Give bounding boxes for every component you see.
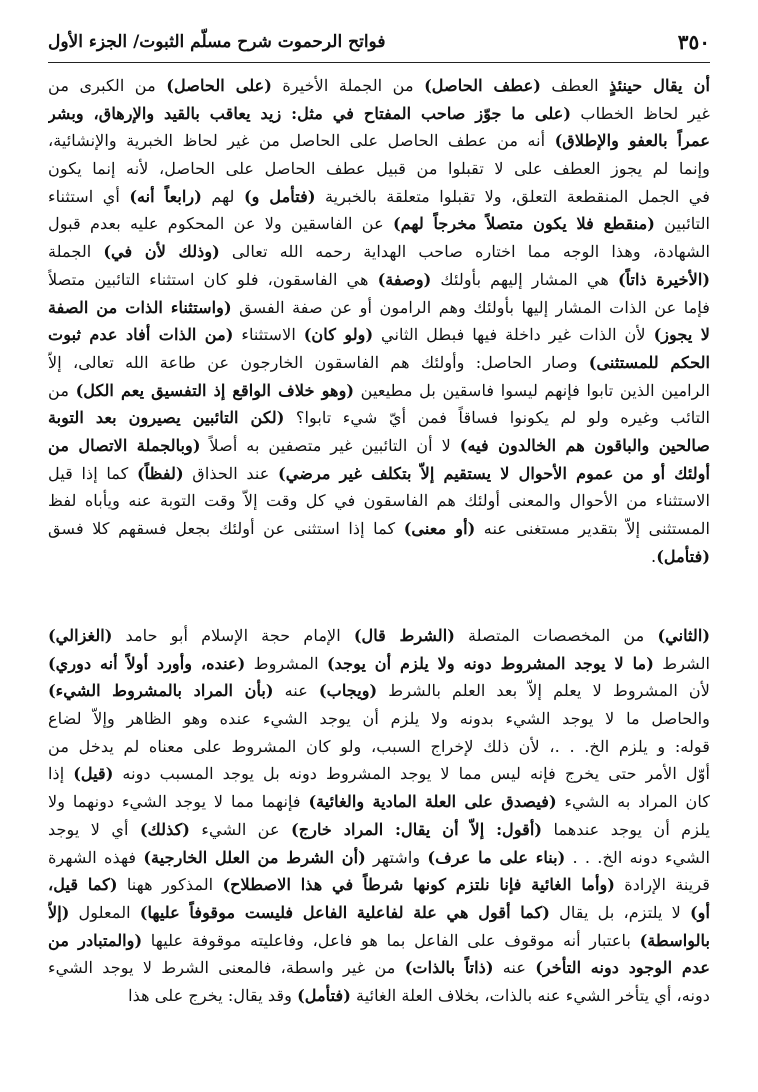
bold-text-segment: (على ما جوّز صاحب المفتاح في مثل: زيد يعاقب بالقيد والإرهاق، وبشر [48, 103, 572, 123]
text-segment: هي الفاسقون، فلو كان استثناء التائبين متصلاً [48, 269, 378, 289]
text-segment: فهذه الشهرة [48, 847, 144, 867]
text-segment: لأن المشروط لا يعلم إلاّ بعد العلم بالشرط [377, 681, 710, 701]
text-segment: كما إذا قيل [48, 463, 137, 483]
text-segment: أي لا يوجد [48, 819, 140, 839]
text-segment: لأن الذات غير داخلة فيها فبطل الثاني [373, 325, 654, 345]
text-line [48, 183, 710, 211]
text-line [48, 238, 710, 266]
text-segment: عن الشيء [189, 819, 292, 839]
text-segment: المعلول [69, 902, 140, 922]
text-segment: في الجمل المنقطعة التعلق، ولا تقبلوا متعلقة بالخبرية [315, 186, 710, 206]
text-segment: قرينة الإرادة [614, 875, 710, 895]
text-segment: أوّل الأمر حتى يخرج فإنه ليس مما لا يوجد المشروط دونه بل يوجد المسبب دونه [113, 764, 710, 784]
text-line [48, 515, 710, 543]
text-segment: المستثنى إلاّ بتقدير مستغنى عنه [475, 519, 710, 538]
paragraph-1 [48, 72, 710, 570]
bold-text-segment: (ويجاب) [318, 681, 378, 701]
bold-text-segment: بالواسطة) [639, 930, 710, 950]
text-line [48, 760, 710, 788]
bold-text-segment: (أو معنى) [403, 519, 476, 538]
text-line [48, 816, 710, 844]
bold-text-segment: (الغزالي) [48, 626, 113, 645]
bold-text-segment: (لكن التائبين يصيرون بعد التوبة [48, 408, 285, 428]
text-segment: كما إذا استثنى عن أولئك بجعل فسقهم كلا فسق [48, 519, 404, 538]
text-segment: الاستثناء [233, 325, 304, 345]
text-line [48, 650, 710, 678]
text-segment: يلزم أن يوجد عندهما [542, 819, 710, 839]
text-segment: عنه [273, 681, 319, 701]
bold-text-segment: (منقطع فلا يكون متصلاً مخرجاً لهم) [392, 214, 655, 234]
paragraph-2 [48, 622, 710, 1010]
text-line [48, 155, 710, 183]
text-segment: الإمام حجة الإسلام أبو حامد [112, 626, 354, 645]
bold-text-segment: (فيصدق على العلة المادية والغائية) [308, 792, 557, 812]
bold-text-segment: (فتأمل) [297, 985, 351, 1005]
text-segment: من المخصصات المتصلة [454, 626, 658, 645]
bold-text-segment: (والمتبادر من [48, 930, 143, 950]
text-segment: أنه من عطف الحاصل على الحاصل من غير لحاظ الخبرية والإنشائية، [48, 131, 555, 151]
bold-text-segment: الحكم للمستثنى) [588, 352, 710, 372]
text-line [48, 982, 710, 1010]
text-segment: لهم [201, 186, 244, 206]
bold-text-segment: أو) [690, 902, 710, 922]
text-segment: فإما عن الذات المشار إليها بأولئك وهم الرامون أو عن صفة الفسق [231, 297, 710, 317]
text-line [48, 543, 710, 571]
text-segment: كان المراد به الشيء [556, 792, 710, 812]
bold-text-segment: أولئك أو من عموم الأحوال لا يستقيم إلاّ بتكلف غير مرضي) [278, 463, 710, 483]
text-segment: وإنما لم يجوز العطف على لا تقبلوا من قبيل عطف الحاصل على الحاصل، لأنه إنما يكون [48, 159, 710, 179]
bold-text-segment: (الشرط قال) [353, 626, 455, 645]
bold-text-segment: (فتأمل) [656, 546, 710, 566]
page-number: ٣٥٠ [677, 30, 710, 54]
text-line [48, 100, 710, 128]
text-line [48, 127, 710, 155]
text-line [48, 899, 710, 927]
text-line [48, 460, 710, 488]
text-segment: التائب وغيره ولو لم يكونوا فساقاً فمن أيّ شيء تابوا؟ [284, 408, 710, 428]
text-segment: من الكبرى من [48, 76, 167, 95]
text-line [48, 927, 710, 955]
bold-text-segment: (واستثناء الذات من الصفة [48, 297, 232, 317]
bold-text-segment: (وهو خلاف الواقع إذ التفسيق يعم الكل) [75, 380, 355, 400]
text-line [48, 404, 710, 432]
text-segment: عن الفاسقين ولا عن المحكوم عليه بعدم قبول [48, 214, 393, 234]
text-segment: الرامين الذين تابوا فإنهم ليسوا فاسقين بل مطيعين [354, 380, 710, 400]
text-line [48, 954, 710, 982]
text-segment: الاستثناء من الأحوال والمعنى أولئك هم الفاسقون في كل وقت إلاّ وقت التوبة عنه ويأباه لفظ [48, 491, 710, 511]
bold-text-segment: (وأما الغائية فإنا نلتزم كونها شرطاً في هذا الاصطلاح) [222, 875, 615, 895]
text-segment: قوله: و يلزم الخ. . .، لأن ذلك لإخراج السبب، ولو كان المشروط على معناه لم يدخل من [48, 736, 710, 756]
text-line [48, 871, 710, 899]
text-line [48, 266, 710, 294]
text-line [48, 377, 710, 405]
bold-text-segment: (بناء على ما عرف) [427, 847, 566, 867]
bold-text-segment: (قيل) [73, 764, 114, 784]
bold-text-segment: (على الحاصل) [166, 76, 272, 95]
bold-text-segment: (ما لا يوجد المشروط دونه ولا يلزم أن يوجد) [326, 653, 654, 673]
text-segment: الشرط [653, 653, 710, 673]
text-segment: الجملة [48, 242, 104, 262]
bold-text-segment: (أن الشرط من العلل الخارجية) [143, 847, 366, 867]
bold-text-segment: لا يجوز) [653, 325, 710, 345]
text-segment: وصار الحاصل: وأولئك هم الفاسقون الخارجون عن طاعة الله تعالى، إلاّ [48, 352, 589, 372]
bold-text-segment: أن يقال حينئذٍ [609, 76, 710, 95]
bold-text-segment: (أقول: إلاّ أن يقال: المراد خارج) [291, 819, 543, 839]
bold-text-segment: (كذلك) [139, 819, 190, 839]
text-segment: والحاصل ما لا يوجد الشيء بدونه ولا يلزم أن يوجد الشيء عنده وهو الظاهر وإلاّ لضاع [48, 709, 710, 729]
bold-text-segment: (كما أقول هي علة لفاعلية الفاعل فليست موقوفاً عليها) [139, 902, 550, 922]
bold-text-segment: (كما قيل، [48, 875, 118, 895]
text-line [48, 705, 710, 733]
text-segment: المشروط [245, 653, 327, 673]
text-segment: من الجملة الأخيرة [271, 76, 425, 95]
bold-text-segment: صالحين والباقون هم الخالدون فيه) [459, 435, 710, 455]
text-line [48, 844, 710, 872]
text-segment: فإنهما مما لا يوجد الشيء دونهما ولا [48, 792, 309, 812]
bold-text-segment: (من الذات أفاد عدم ثبوت [48, 325, 234, 345]
page-header [48, 18, 710, 63]
bold-text-segment: (رابعاً أنه) [129, 186, 202, 206]
bold-text-segment: عمراً بالعفو والإطلاق) [554, 131, 710, 151]
bold-text-segment: (فتأمل و) [243, 186, 316, 206]
bold-text-segment: عدم الوجود دونه التأخر) [535, 958, 710, 978]
bold-text-segment: (وذلك لأن في) [103, 242, 220, 262]
text-line [48, 432, 710, 460]
text-line [48, 349, 710, 377]
text-segment: من غير واسطة، فالمعنى الشرط لا يوجد الشيء [48, 958, 405, 978]
bold-text-segment: (الأخيرة ذاتاً) [617, 269, 710, 289]
text-segment: وقد يقال: يخرج على هذا [128, 985, 298, 1005]
text-segment: الشهادة، وهذا الوجه مما اختاره صاحب الهداية رحمه الله تعالى [219, 242, 710, 262]
text-line [48, 72, 710, 100]
bold-text-segment: (لفظاً) [137, 463, 184, 483]
bold-text-segment: (ذاتاً بالذات) [404, 958, 494, 978]
text-segment: التائبين [654, 214, 710, 234]
bold-text-segment: (وصفة) [377, 269, 432, 289]
text-line [48, 487, 710, 515]
text-line [48, 294, 710, 322]
text-segment: أي استثناء [48, 186, 130, 206]
text-segment: عنه [493, 958, 536, 978]
text-segment: عند الحذاق [183, 463, 279, 483]
bold-text-segment: (عنده، وأورد أولاً أنه دوري) [48, 653, 246, 673]
text-segment: المذكور ههنا [117, 875, 223, 895]
text-line [48, 677, 710, 705]
text-line [48, 733, 710, 761]
text-segment: باعتبار أنه موقوف على الفاعل بما هو فاعل، وفاعليته موقوفة عليها [142, 930, 640, 950]
bold-text-segment: (بأن المراد بالمشروط الشيء) [48, 681, 274, 701]
text-segment: هي المشار إليهم بأولئك [431, 269, 618, 289]
text-segment: غير لحاظ الخطاب [571, 103, 710, 123]
bold-text-segment: (عطف الحاصل) [424, 76, 541, 95]
text-segment: الشيء دونه الخ. . . [565, 847, 710, 867]
text-segment: لا أن التائبين غير متصفين به أصلاً [200, 435, 460, 455]
text-line [48, 622, 710, 650]
text-segment: العطف [540, 76, 610, 95]
running-title: فواتح الرحموت شرح مسلّم الثبوت/ الجزء الأول [48, 32, 386, 52]
text-segment: لا يلتزم، بل يقال [549, 902, 691, 922]
bold-text-segment: (وبالجملة الاتصال من [48, 435, 201, 455]
bold-text-segment: (ولو كان) [303, 325, 374, 345]
text-segment: . [651, 546, 657, 566]
text-segment: واشتهر [365, 847, 428, 867]
text-segment: إذا [48, 764, 74, 784]
text-segment: دونه، أي يتأخر الشيء عنه بالذات، بخلاف العلة الغائية [350, 985, 710, 1005]
text-line [48, 321, 710, 349]
bold-text-segment: (الثاني) [657, 626, 710, 645]
text-line [48, 788, 710, 816]
text-line [48, 210, 710, 238]
bold-text-segment: (إلاّ [48, 902, 70, 922]
text-segment: من [48, 380, 76, 400]
